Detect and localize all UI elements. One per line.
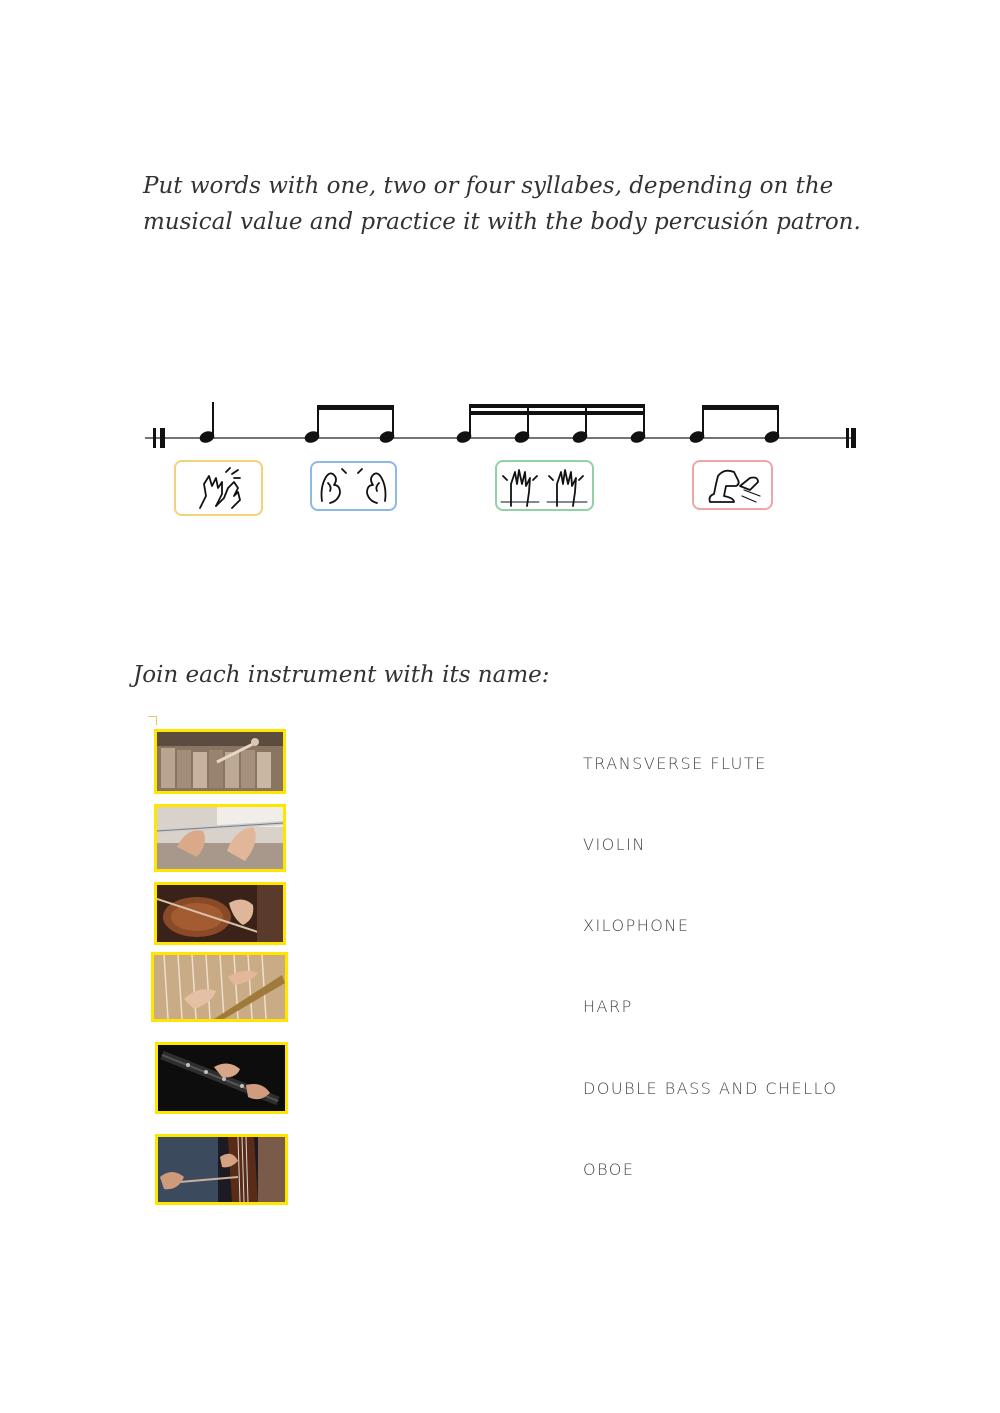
- instrument-name-6[interactable]: OBOE: [583, 1160, 635, 1179]
- violin-photo-icon: [157, 885, 283, 942]
- instrument-image-3[interactable]: [154, 882, 286, 945]
- corner-mark: [148, 716, 157, 725]
- xylophone-photo-icon: [157, 732, 283, 791]
- snap-icon: [312, 463, 395, 509]
- instrument-image-4[interactable]: [151, 952, 288, 1022]
- instructions-line-2: musical value and practice it with the body percusión patron.: [143, 209, 861, 235]
- snap-box: [310, 461, 397, 511]
- instrument-image-6[interactable]: [155, 1134, 288, 1205]
- instrument-name-5[interactable]: DOUBLE BASS AND CHELLO: [583, 1079, 838, 1098]
- stomp-icon: [694, 462, 771, 508]
- start-barline: [153, 428, 156, 448]
- join-title: Join each instrument with its name:: [133, 662, 550, 688]
- thigh-pat-icon: [497, 462, 592, 509]
- harp-photo-icon: [154, 955, 285, 1019]
- clap-icon: [176, 462, 261, 514]
- double-bass-photo-icon: [158, 1137, 285, 1202]
- thigh-pat-box: [495, 460, 594, 511]
- oboe-photo-icon: [158, 1045, 285, 1111]
- instrument-name-2[interactable]: VIOLIN: [583, 835, 646, 854]
- instrument-image-2[interactable]: [154, 804, 286, 872]
- instructions: [143, 168, 863, 240]
- instrument-name-1[interactable]: TRANSVERSE FLUTE: [583, 754, 767, 773]
- end-barline: [846, 428, 849, 448]
- clap-box: [174, 460, 263, 516]
- instrument-name-3[interactable]: XILOPHONE: [583, 916, 690, 935]
- stomp-box: [692, 460, 773, 510]
- instrument-image-1[interactable]: [154, 729, 286, 794]
- quarter-note: [199, 402, 216, 444]
- flute-photo-icon: [157, 807, 283, 869]
- start-barline-thick: [160, 428, 165, 448]
- instrument-name-4[interactable]: HARP: [583, 997, 633, 1016]
- instrument-image-5[interactable]: [155, 1042, 288, 1114]
- end-barline-thick: [851, 428, 856, 448]
- instructions-line-1: Put words with one, two or four syllabes, depending on the: [143, 173, 834, 199]
